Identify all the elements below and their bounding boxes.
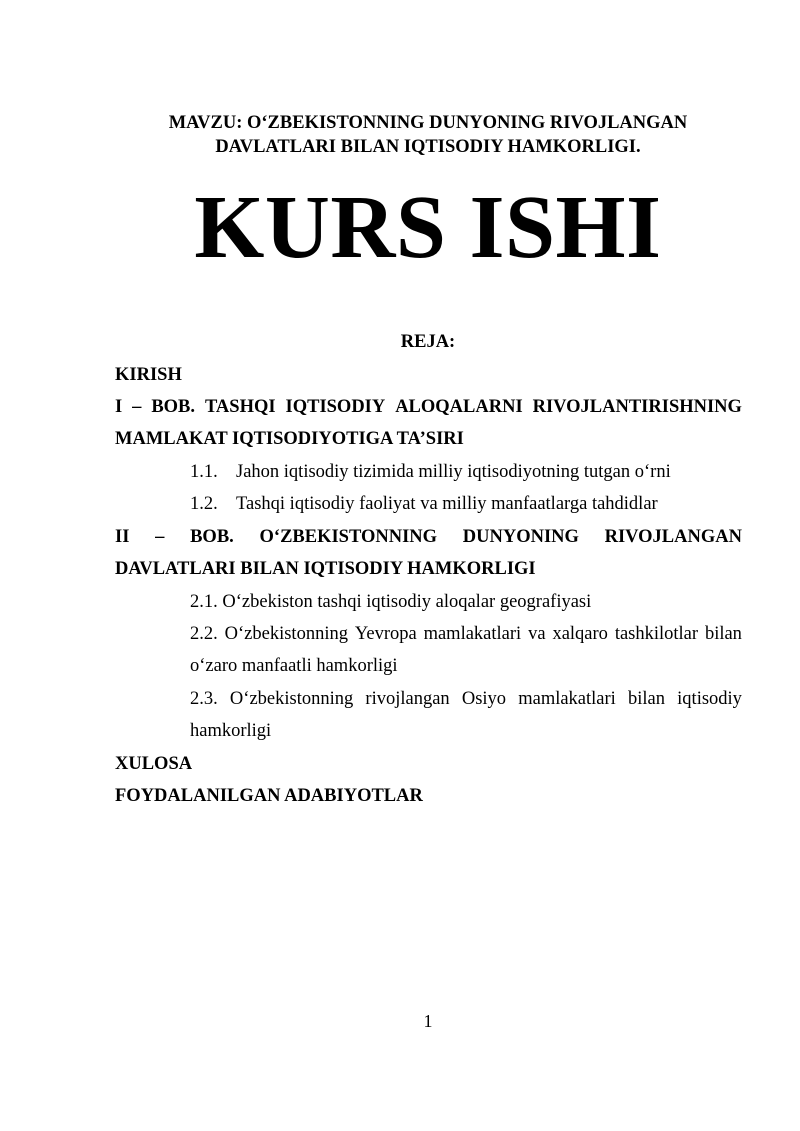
toc-word: mamlakatlari: [423, 624, 522, 644]
toc-word: tashkilotlar: [614, 624, 699, 644]
toc-word: Yevropa: [354, 624, 417, 644]
toc-word: I: [115, 397, 123, 417]
toc-word: O‘ZBEKISTONNING: [259, 527, 438, 547]
page-number: 1: [423, 1011, 433, 1031]
toc-word: bilan: [704, 624, 742, 644]
toc-word: DUNYONING: [462, 527, 579, 547]
toc-section-1-1: [190, 462, 671, 483]
section-title: Jahon iqtisodiy tizimida milliy iqtisodiyotning tutgan o‘rni: [236, 462, 671, 482]
toc-word: O‘zbekistonning: [229, 689, 354, 709]
toc-word: rivojlangan: [365, 689, 450, 709]
subject-line-2: DAVLATLARI BILAN IQTISODIY HAMKORLIGI.: [215, 137, 641, 157]
toc-references: FOYDALANILGAN ADABIYOTLAR: [115, 786, 423, 806]
section-title: Tashqi iqtisodiy faoliyat va milliy manfaatlarga tahdidlar: [236, 494, 658, 514]
toc-word: Osiyo: [461, 689, 507, 709]
toc-word: BOB.: [190, 527, 234, 547]
toc-word: TASHQI: [204, 397, 276, 417]
toc-section-1-2: [190, 494, 658, 515]
toc-section-2-3-line-2: hamkorligi: [190, 721, 272, 741]
toc-section-2-3-line-1: [190, 689, 742, 710]
toc-word: RIVOJLANTIRISHNING: [532, 397, 742, 417]
toc-word: xalqaro: [552, 624, 608, 644]
toc-word: II: [115, 527, 130, 547]
section-number: 1.1.: [190, 462, 218, 482]
subject-line-1: MAVZU: O‘ZBEKISTONNING DUNYONING RIVOJLANGAN: [168, 113, 688, 133]
toc-word: –: [132, 397, 142, 417]
toc-word: ALOQALARNI: [395, 397, 523, 417]
toc-chapter-1-line-2: MAMLAKAT IQTISODIYOTIGA TA’SIRI: [115, 429, 464, 449]
toc-chapter-2-line-2: DAVLATLARI BILAN IQTISODIY HAMKORLIGI: [115, 559, 536, 579]
toc-chapter-2-line-1: [115, 527, 742, 548]
toc-word: BOB.: [151, 397, 196, 417]
toc-word: –: [155, 527, 165, 547]
toc-word: O‘zbekistonning: [224, 624, 348, 644]
toc-word: mamlakatlari: [518, 689, 616, 709]
plan-heading: REJA:: [400, 332, 456, 352]
toc-section-2-1: 2.1. O‘zbekiston tashqi iqtisodiy aloqalar geografiyasi: [190, 592, 592, 612]
toc-intro: KIRISH: [115, 365, 182, 385]
section-number: 1.2.: [190, 494, 218, 514]
toc-word: 2.3.: [190, 689, 218, 709]
toc-chapter-1-line-1: [115, 397, 742, 418]
toc-word: iqtisodiy: [677, 689, 742, 709]
toc-conclusion: XULOSA: [115, 754, 193, 774]
toc-word: va: [528, 624, 546, 644]
toc-word: IQTISODIY: [285, 397, 386, 417]
toc-section-2-2-line-1: [190, 624, 742, 645]
toc-word: RIVOJLANGAN: [604, 527, 742, 547]
toc-word: bilan: [628, 689, 665, 709]
main-title: KURS ISHI: [194, 178, 662, 277]
toc-word: 2.2.: [190, 624, 218, 644]
toc-section-2-2-line-2: o‘zaro manfaatli hamkorligi: [190, 656, 398, 676]
